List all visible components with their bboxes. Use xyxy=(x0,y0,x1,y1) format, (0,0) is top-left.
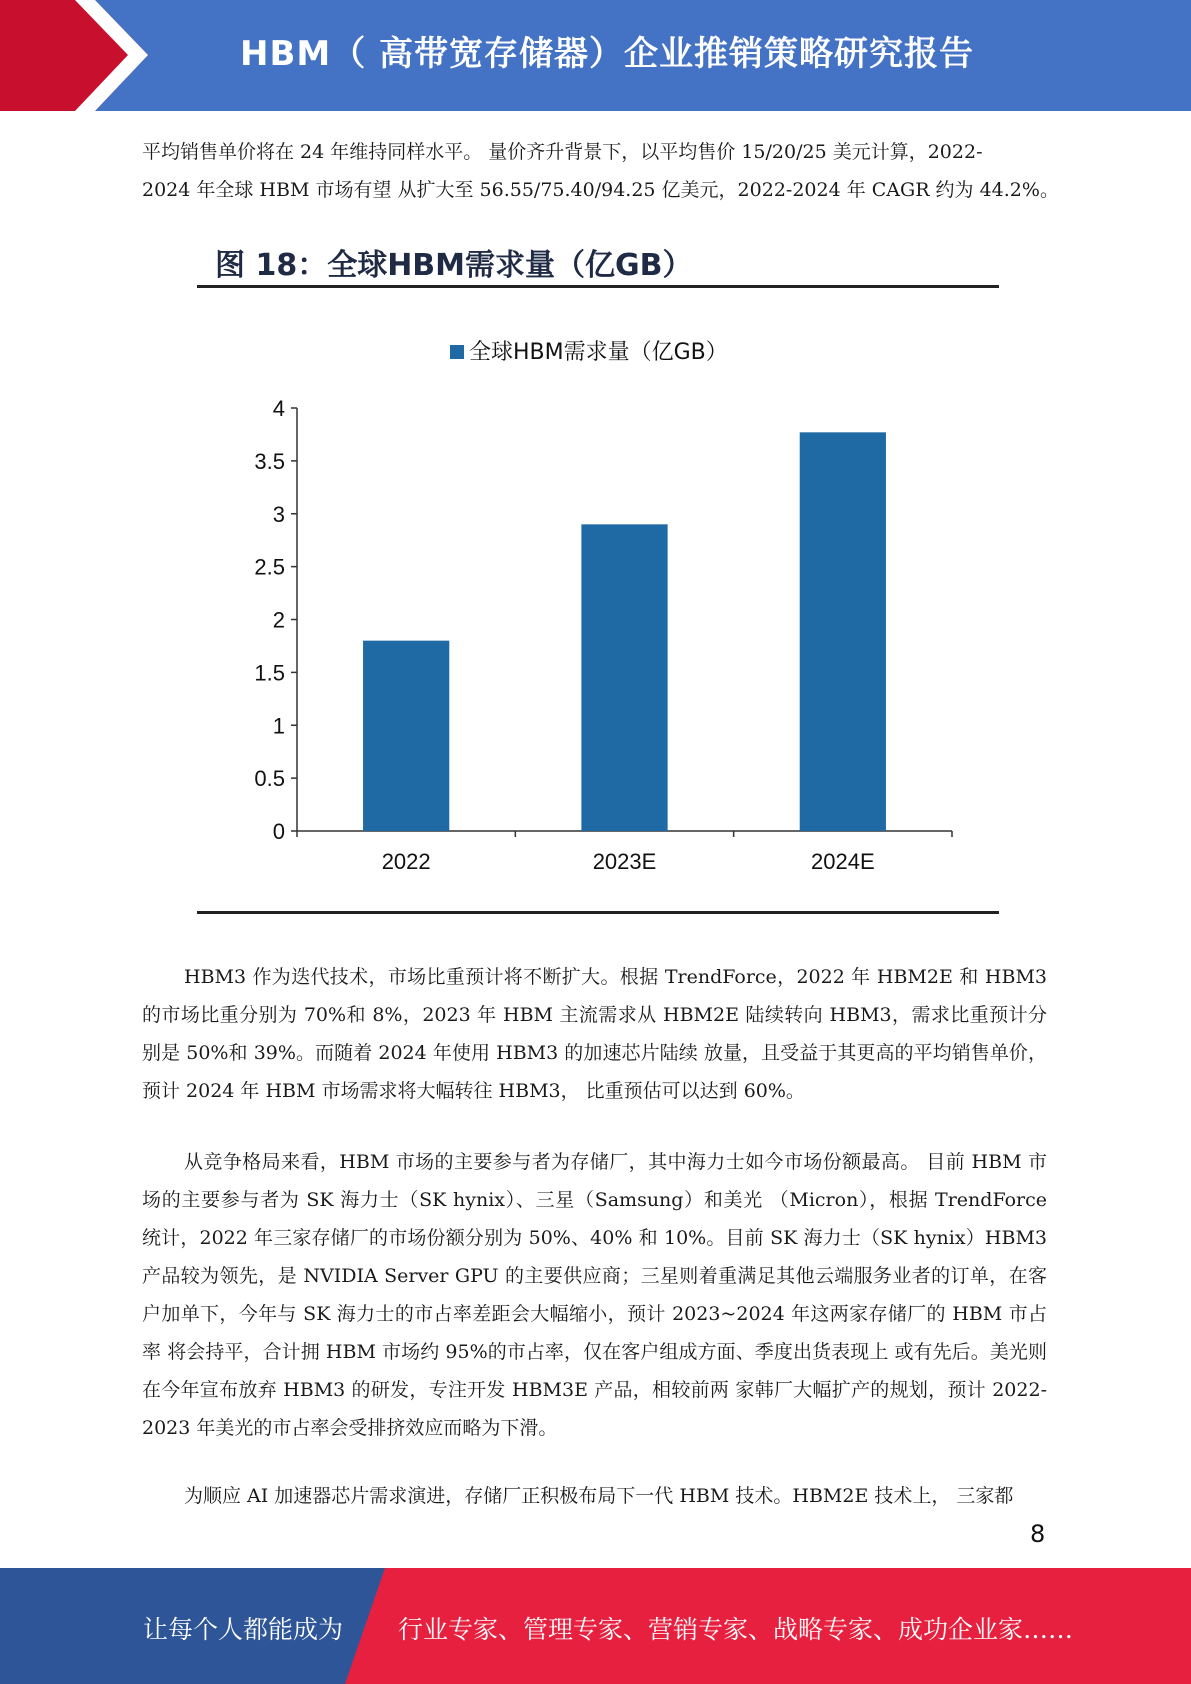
paragraph-competition: 从竞争格局来看，HBM 市场的主要参与者为存储厂，其中海力士如今市场份额最高。 目前 HBM 市场的主要参与者为 SK 海力士（SK hynix）、三星（Samsung）和美光 （Micron），根据 TrendForce 统计，2022 年三家存储厂的市场份额分别为 50%、40% 和 10%。目前 SK 海力士（SK hynix）HBM3 产品较为领先，是 NVIDIA Server GPU 的主要供应商；三星则着重满足其他云端服务业者的订单，在客户加单下，今年与 SK 海力士的市占率差距会大幅缩小，预计 2023~2024 年这两家存储厂的 HBM 市占率 将会持平，合计拥 HBM 市场约 95%的市占率，仅在客户组成方面、季度出货表现上 或有先后。美光则在今年宣布放弃 HBM3 的研发，专注开发 HBM3E 产品，相较前两 家韩厂大幅扩产的规划，预计 2022-2023 年美光的市占率会受排挤效应而略为下滑。 xyxy=(142,1151,1047,1439)
x-tick-label: 2024E xyxy=(811,849,875,874)
bar-2024E xyxy=(800,432,886,831)
page-number: 8 xyxy=(1030,1520,1046,1548)
y-tick-label: 2 xyxy=(272,607,285,633)
legend-swatch xyxy=(450,345,464,359)
x-tick-label: 2022 xyxy=(381,849,431,874)
intro-line-1: 平均销售单价将在 24 年维持同样水平。 量价齐升背景下，以平均售价 15/20/25 美元计算，2022- xyxy=(142,141,983,163)
hbm-demand-chart xyxy=(197,300,999,910)
paragraph-hbm3: HBM3 作为迭代技术，市场比重预计将不断扩大。根据 TrendForce，2022 年 HBM2E 和 HBM3 的市场比重分别为 70%和 8%，2023 年 HBM 主流需求从 HBM2E 陆续转向 HBM3，需求比重预计分别是 50%和 39%。而随着 2024 年使用 HBM3 的加速芯片陆续 放量，且受益于其更高的平均销售单价，预计 2024 年 HBM 市场需求将大幅转往 HBM3， 比重预估可以达到 60%。 xyxy=(142,966,1047,1102)
intro-line-2: 2024 年全球 HBM 市场有望 从扩大至 56.55/75.40/94.25 亿美元，2022-2024 年 CAGR 约为 44.2%。 xyxy=(142,179,1059,201)
intro-paragraph xyxy=(142,133,1059,209)
y-tick-label: 4 xyxy=(272,396,285,421)
page-footer xyxy=(0,1568,1191,1684)
y-tick-label: 2.5 xyxy=(254,554,285,580)
y-tick-label: 1.5 xyxy=(254,660,285,686)
y-tick-label: 3 xyxy=(272,501,285,527)
figure-top-rule xyxy=(197,285,999,288)
figure-bottom-rule xyxy=(197,911,999,914)
y-tick-label: 0 xyxy=(272,819,285,844)
bar-2022 xyxy=(363,641,449,831)
bar-2023E xyxy=(581,524,667,831)
x-tick-label: 2023E xyxy=(592,849,657,874)
y-tick-label: 0.5 xyxy=(254,766,285,792)
footer-slogan-left: 让每个人都能成为 xyxy=(143,1615,344,1644)
figure-title: 图 18：全球HBM需求量（亿GB） xyxy=(215,248,693,283)
footer-slogan-right: 行业专家、管理专家、营销专家、战略专家、成功企业家…… xyxy=(398,1615,1074,1644)
paragraph-next-gen: 为顺应 AI 加速器芯片需求演进，存储厂正积极布局下一代 HBM 技术。HBM2E 技术上， 三家都 xyxy=(184,1485,1014,1507)
y-tick-label: 1 xyxy=(272,713,285,739)
legend-label: 全球HBM需求量（亿GB） xyxy=(469,340,728,365)
page-header xyxy=(0,0,1191,111)
report-title: HBM（ 高带宽存储器）企业推销策略研究报告 xyxy=(240,34,975,74)
y-tick-label: 3.5 xyxy=(254,448,285,474)
